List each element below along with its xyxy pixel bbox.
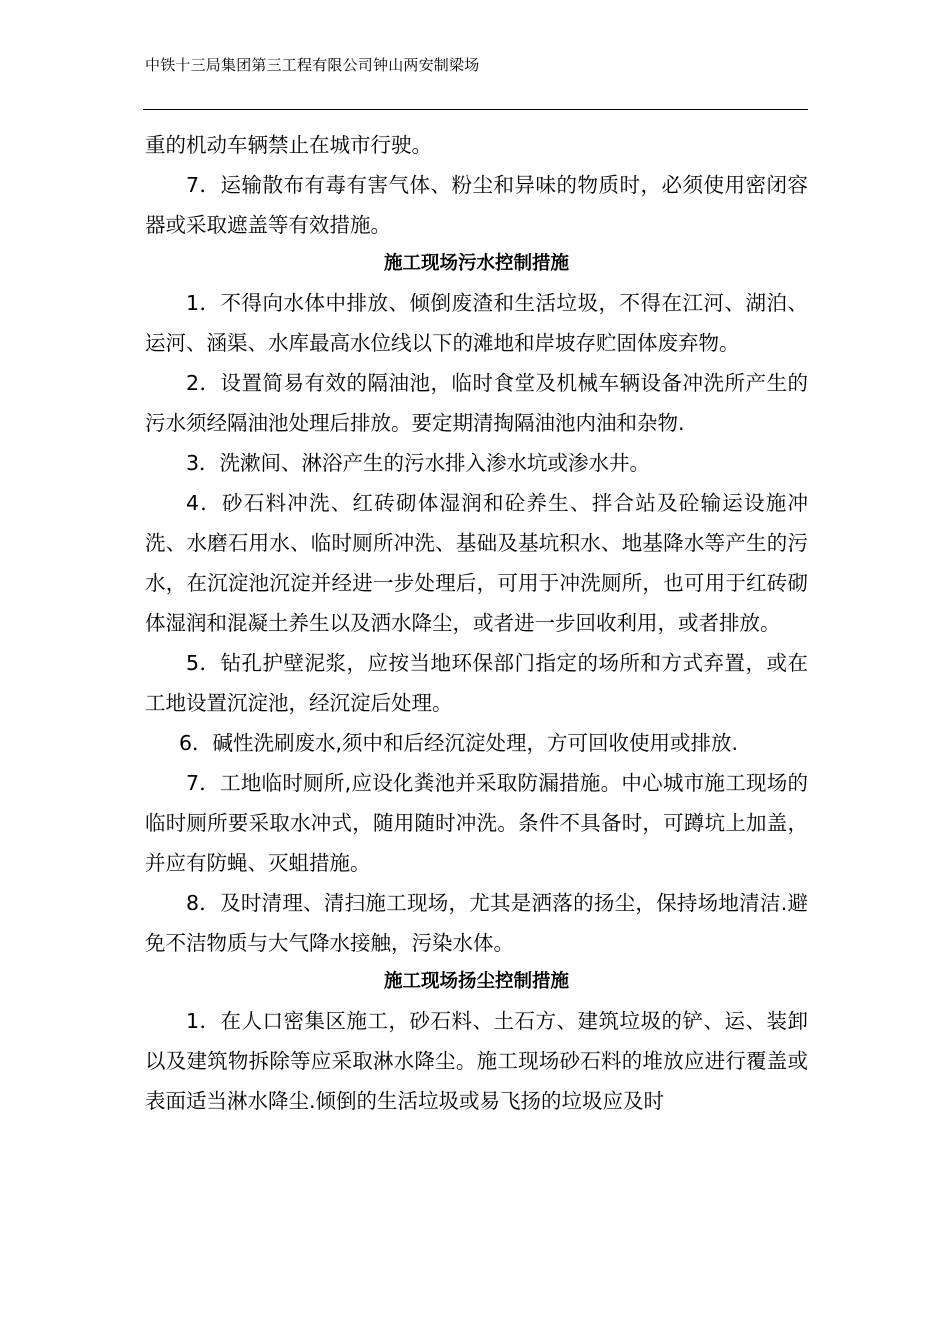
sewage-item-8: 8．及时清理、清扫施工现场，尤其是洒落的扬尘，保持场地清洁.避免不洁物质与大气降水接触，污染水体。 — [145, 891, 808, 955]
paragraph-continuation: 重的机动车辆禁止在城市行驶。 — [145, 133, 432, 157]
sewage-item-1: 1．不得向水体中排放、倾倒废渣和生活垃圾，不得在江河、湖泊、运河、涵渠、水库最高水位线以下的滩地和岸坡存贮固体废弃物。 — [145, 291, 808, 355]
sewage-item-2: 2．设置简易有效的隔油池，临时食堂及机械车辆设备冲洗所产生的污水须经隔油池处理后排放。要定期清掏隔油池内油和杂物. — [145, 371, 808, 435]
sewage-item-6: 6．碱性洗刷废水,须中和后经沉淀处理，方可回收使用或排放. — [179, 731, 739, 755]
header-divider — [143, 109, 808, 110]
paragraph-item-7-previous: 7．运输散布有毒有害气体、粉尘和异味的物质时，必须使用密闭容器或采取遮盖等有效措施。 — [145, 173, 808, 237]
sewage-item-4: 4．砂石料冲洗、红砖砌体湿润和砼养生、拌合站及砼输运设施冲洗、水磨石用水、临时厕所冲洗、基础及基坑积水、地基降水等产生的污水，在沉淀池沉淀并经进一步处理后，可用于冲洗厕所，也可用于红砖砌体湿润和混凝土养生以及洒水降尘，或者进一步回收利用，或者排放。 — [145, 491, 808, 635]
page-header: 中铁十三局集团第三工程有限公司钟山两安制梁场 — [145, 56, 480, 74]
sewage-item-7: 7．工地临时厕所,应设化粪池并采取防漏措施。中心城市施工现场的临时厕所要采取水冲式，随用随时冲洗。条件不具备时，可蹲坑上加盖，并应有防蝇、灭蛆措施。 — [145, 771, 808, 875]
section-title-dust: 施工现场扬尘控制措施 — [383, 971, 569, 992]
section-title-sewage: 施工现场污水控制措施 — [383, 253, 569, 274]
sewage-item-5: 5．钻孔护壁泥浆，应按当地环保部门指定的场所和方式弃置，或在工地设置沉淀池，经沉淀后处理。 — [145, 651, 808, 715]
dust-item-1: 1．在人口密集区施工，砂石料、土石方、建筑垃圾的铲、运、装卸以及建筑物拆除等应采取淋水降尘。施工现场砂石料的堆放应进行覆盖或表面适当淋水降尘.倾倒的生活垃圾或易飞扬的垃圾应及时 — [145, 1009, 808, 1113]
sewage-item-3: 3．洗漱间、淋浴产生的污水排入渗水坑或渗水井。 — [186, 451, 651, 475]
document-body — [145, 125, 808, 1121]
